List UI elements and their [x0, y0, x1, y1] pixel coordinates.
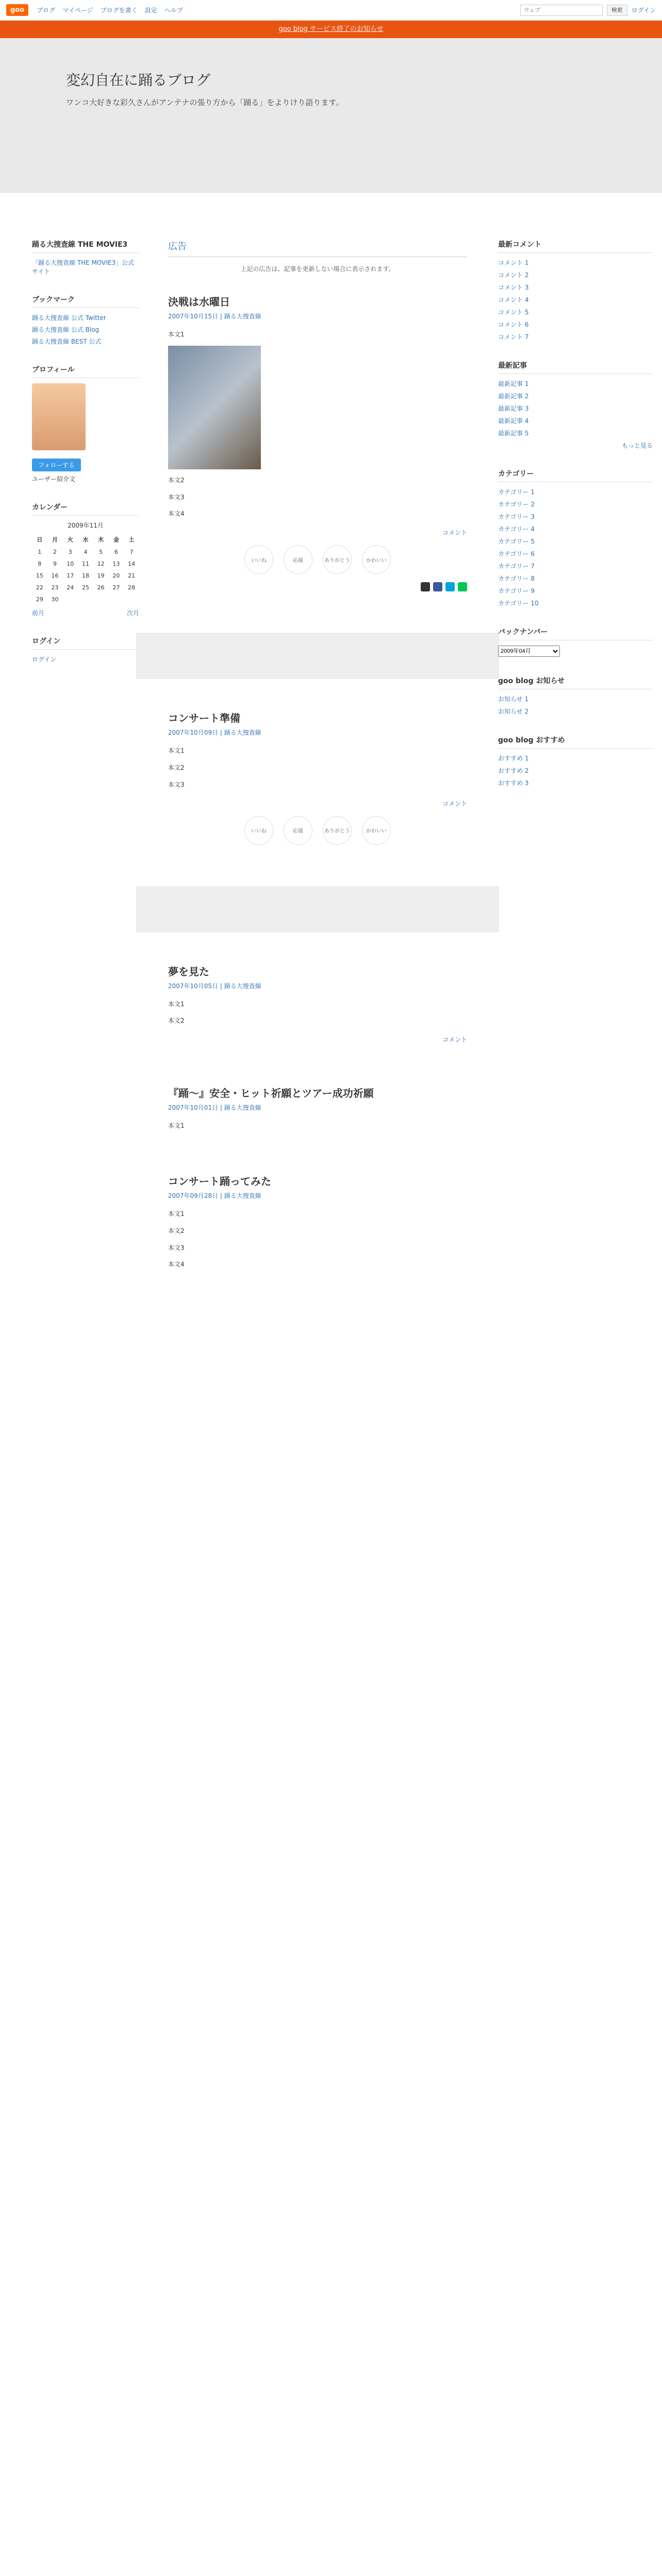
recent-comment-item[interactable]: コメント 2	[498, 272, 529, 279]
top-link-mypage[interactable]: マイページ	[62, 7, 93, 14]
cal-day[interactable]	[109, 594, 124, 605]
recent-comment-item[interactable]: コメント 1	[498, 259, 529, 266]
cal-day[interactable]: 4	[84, 549, 88, 555]
comment-link[interactable]: コメント	[442, 800, 467, 807]
latest-post-item[interactable]: 最新記事 1	[498, 380, 529, 387]
follow-button[interactable]: フォローする	[32, 459, 81, 471]
goo-reco-item[interactable]: おすすめ 1	[498, 755, 529, 762]
cal-day[interactable]: 6	[114, 549, 118, 555]
reaction-button[interactable]: 応援	[284, 545, 312, 574]
cal-day[interactable]: 26	[97, 584, 105, 591]
top-search-area	[520, 5, 656, 16]
ad-heading: 広告	[168, 239, 467, 257]
cal-day[interactable]: 24	[67, 584, 74, 591]
post-title[interactable]: コンサート踊ってみた	[168, 1175, 271, 1188]
bookmark-item[interactable]: 踊る大捜査線 公式 Blog	[32, 326, 100, 333]
cal-day[interactable]: 2	[53, 549, 57, 555]
top-bar	[0, 0, 662, 21]
cal-head: 日	[37, 536, 43, 543]
goo-news-item[interactable]: お知らせ 2	[498, 708, 529, 715]
reaction-button[interactable]: ありがとう	[323, 545, 352, 574]
top-link-blog[interactable]: ブログ	[37, 7, 56, 14]
cal-day[interactable]: 10	[67, 561, 74, 567]
cal-day[interactable]: 1	[38, 549, 42, 555]
recent-comment-item[interactable]: コメント 3	[498, 284, 529, 291]
latest-post-item[interactable]: 最新記事 3	[498, 405, 529, 412]
top-link-help[interactable]: ヘルプ	[164, 7, 183, 14]
post	[168, 294, 467, 591]
cal-day[interactable]: 7	[129, 549, 134, 555]
post-paragraph: 本文4	[168, 1261, 185, 1268]
cal-day[interactable]: 8	[38, 561, 42, 567]
category-item[interactable]: カテゴリー 7	[498, 563, 535, 570]
ad-note: 上記の広告は、記事を更新しない場合に表示されます。	[240, 265, 395, 273]
post-paragraph: 本文3	[168, 781, 185, 788]
blog-title[interactable]: 変幻自在に踊るブログ	[66, 72, 211, 89]
recent-comment-item[interactable]: コメント 7	[498, 333, 529, 341]
category-item[interactable]: カテゴリー 9	[498, 587, 535, 595]
calendar-heading: カレンダー	[32, 502, 139, 516]
cal-day[interactable]: 9	[53, 561, 57, 567]
cal-head: 金	[113, 536, 119, 543]
cal-day[interactable]: 3	[68, 549, 72, 555]
cal-day[interactable]: 15	[36, 572, 43, 579]
cal-day[interactable]: 12	[97, 561, 105, 567]
post-paragraph: 本文3	[168, 493, 185, 501]
cal-day[interactable]: 13	[112, 561, 120, 567]
cal-day[interactable]: 21	[128, 572, 136, 579]
line-share-icon[interactable]	[458, 582, 467, 591]
main-column	[168, 239, 467, 2576]
category-item[interactable]: カテゴリー 3	[498, 513, 535, 520]
goo-reco-heading: goo blog おすすめ	[498, 735, 653, 749]
cal-day[interactable]: 20	[112, 572, 120, 579]
login-heading: ログイン	[32, 636, 139, 650]
profile-text: ユーザー紹介文	[32, 476, 76, 483]
top-link-settings[interactable]: 設定	[144, 7, 157, 14]
category-heading: カテゴリー	[498, 468, 653, 482]
reaction-button[interactable]: かわいい	[362, 816, 391, 845]
post-title[interactable]: 『踊～』安全・ヒット祈願とツアー成功祈願	[168, 1087, 374, 1100]
post-meta[interactable]: 2007年10月05日 | 踊る大捜査線	[168, 982, 261, 990]
reaction-button[interactable]: いいね	[244, 545, 273, 574]
bookmark-heading: ブックマーク	[32, 294, 139, 308]
post-meta[interactable]: 2007年10月01日 | 踊る大捜査線	[168, 1104, 261, 1112]
post-separator	[136, 633, 499, 679]
cal-day[interactable]	[93, 594, 109, 605]
cal-day[interactable]: 27	[112, 584, 120, 591]
recent-comment-item[interactable]: コメント 6	[498, 321, 529, 328]
top-link-write[interactable]: ブログを書く	[100, 7, 138, 14]
post-title[interactable]: 夢を見た	[168, 965, 209, 978]
backnumber-heading: バックナンバー	[498, 626, 653, 640]
post-photo[interactable]	[168, 346, 261, 469]
post-separator	[136, 886, 499, 933]
blog-subtitle: ワンコ大好きな彩久さんがアンテナの張り方から「踊る」をよりけり語ります。	[66, 98, 344, 107]
search-input[interactable]	[520, 5, 603, 16]
movie-heading: 踊る大捜査線 THE MOVIE3	[32, 239, 139, 253]
reaction-button[interactable]: かわいい	[362, 545, 391, 574]
category-item[interactable]: カテゴリー 8	[498, 575, 535, 582]
category-item[interactable]: カテゴリー 10	[498, 600, 539, 607]
post-paragraph: 本文1	[168, 1122, 185, 1130]
post-paragraph: 本文2	[168, 476, 185, 484]
blog-header	[0, 38, 662, 193]
left-sidebar	[32, 239, 139, 2576]
notice-bar	[0, 21, 662, 38]
more-link[interactable]: もっと見る	[621, 442, 653, 449]
post-paragraph: 本文1	[168, 1000, 185, 1008]
bookmark-item[interactable]: 踊る大捜査線 BEST 公式	[32, 338, 102, 345]
search-button[interactable]: 検索	[607, 5, 627, 16]
post-paragraph: 本文2	[168, 1227, 185, 1234]
category-item[interactable]: カテゴリー 6	[498, 550, 535, 557]
goo-news-heading: goo blog お知らせ	[498, 675, 653, 689]
cal-day[interactable]	[124, 594, 139, 605]
post-meta[interactable]: 2007年10月15日 | 踊る大捜査線	[168, 313, 261, 320]
comment-link[interactable]: コメント	[442, 1036, 467, 1044]
backnumber-select[interactable]	[498, 646, 560, 657]
x-share-icon[interactable]	[421, 582, 430, 591]
facebook-share-icon[interactable]	[433, 582, 442, 591]
recent-comment-item[interactable]: コメント 5	[498, 309, 529, 316]
bookmark-item[interactable]: 踊る大捜査線 公式 Twitter	[32, 314, 106, 321]
profile-avatar[interactable]	[32, 383, 86, 450]
hatena-share-icon[interactable]	[445, 582, 455, 591]
calendar-table	[32, 533, 139, 605]
cal-day[interactable]: 11	[81, 561, 89, 567]
category-item[interactable]: カテゴリー 1	[498, 488, 535, 496]
movie-link[interactable]: 「踊る大捜査線 THE MOVIE3」公式サイト	[32, 259, 135, 275]
calendar-month: 2009年11月	[68, 522, 104, 529]
reaction-button[interactable]: いいね	[244, 816, 273, 845]
cal-day[interactable]	[78, 594, 93, 605]
sidebar-login-link[interactable]: ログイン	[32, 656, 57, 663]
cal-day[interactable]: 19	[97, 572, 105, 579]
right-sidebar	[498, 239, 653, 2576]
post-paragraph: 本文2	[168, 764, 185, 771]
cal-day[interactable]: 16	[51, 572, 59, 579]
recent-comment-item[interactable]: コメント 4	[498, 296, 529, 303]
cal-day[interactable]: 5	[99, 549, 103, 555]
latest-posts-heading: 最新記事	[498, 360, 653, 374]
post-paragraph: 本文2	[168, 1017, 185, 1025]
cal-next-link[interactable]: 次月	[126, 609, 139, 617]
reaction-bar	[168, 816, 467, 845]
post	[168, 710, 467, 844]
category-item[interactable]: カテゴリー 4	[498, 526, 535, 533]
cal-day[interactable]: 25	[81, 584, 89, 591]
cal-prev-link[interactable]: 前月	[32, 609, 45, 617]
cal-day[interactable]: 28	[128, 584, 136, 591]
cal-head: 月	[52, 536, 58, 543]
cal-head: 水	[82, 536, 89, 543]
cal-day[interactable]: 30	[51, 596, 59, 603]
category-item[interactable]: カテゴリー 2	[498, 501, 535, 508]
post-title[interactable]: 決戦は水曜日	[168, 296, 230, 308]
comment-link[interactable]: コメント	[442, 529, 467, 537]
post-paragraph: 本文3	[168, 1244, 185, 1251]
latest-post-item[interactable]: 最新記事 4	[498, 417, 529, 425]
post-paragraph: 本文4	[168, 510, 185, 518]
cal-day[interactable]	[62, 594, 78, 605]
goo-logo[interactable]: goo	[6, 4, 28, 16]
notice-link[interactable]: goo blog サービス終了のお知らせ	[278, 25, 384, 33]
reaction-bar	[168, 545, 467, 574]
goo-news-item[interactable]: お知らせ 1	[498, 696, 529, 703]
post-paragraph: 本文1	[168, 747, 185, 755]
post-meta[interactable]: 2007年09月28日 | 踊る大捜査線	[168, 1192, 261, 1199]
cal-day[interactable]: 22	[36, 584, 43, 591]
cal-day[interactable]: 18	[81, 572, 89, 579]
post	[168, 1173, 467, 1270]
top-links	[37, 6, 183, 14]
post-paragraph: 本文1	[168, 1210, 185, 1217]
post	[168, 1085, 467, 1132]
post-title[interactable]: コンサート準備	[168, 712, 240, 725]
profile-heading: プロフィール	[32, 364, 139, 378]
category-item[interactable]: カテゴリー 5	[498, 538, 535, 545]
goo-reco-item[interactable]: おすすめ 2	[498, 767, 529, 774]
cal-head: 木	[98, 536, 104, 543]
share-icons	[168, 582, 467, 591]
post-paragraph: 本文1	[168, 331, 185, 338]
recent-comments-heading: 最新コメント	[498, 239, 653, 253]
post-meta[interactable]: 2007年10月09日 | 踊る大捜査線	[168, 729, 261, 737]
cal-day[interactable]: 23	[51, 584, 59, 591]
goo-reco-item[interactable]: おすすめ 3	[498, 779, 529, 787]
login-link[interactable]: ログイン	[631, 7, 656, 14]
cal-head: 土	[128, 536, 135, 543]
cal-day[interactable]: 14	[128, 561, 136, 567]
cal-head: 火	[67, 536, 73, 543]
reaction-button[interactable]: ありがとう	[323, 816, 352, 845]
cal-day[interactable]: 17	[67, 572, 74, 579]
cal-day[interactable]: 29	[36, 596, 43, 603]
post	[168, 963, 467, 1044]
latest-post-item[interactable]: 最新記事 5	[498, 430, 529, 437]
latest-post-item[interactable]: 最新記事 2	[498, 393, 529, 400]
reaction-button[interactable]: 応援	[284, 816, 312, 845]
